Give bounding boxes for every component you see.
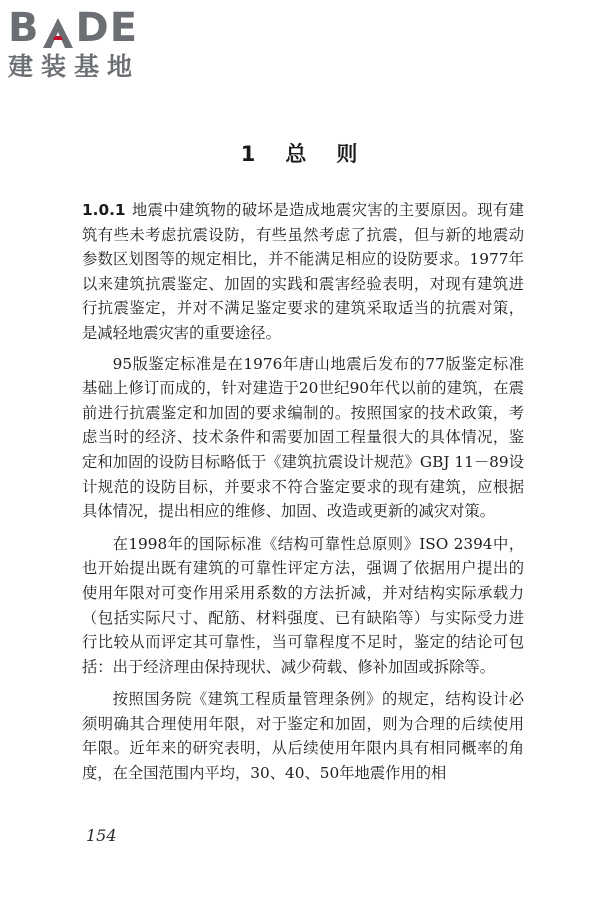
logo-subtitle: 建装基地	[8, 52, 141, 81]
body-text	[82, 198, 524, 792]
clause-number: 1.0.1	[82, 201, 126, 219]
paragraph: 在1998年的国际标准《结构可靠性总原则》ISO 2394中，也开始提出既有建筑的可靠性评定方法，强调了依据用户提出的使用年限对可变作用采用系数的方法折减，并对结构实际承载力（包括实际尺寸、配筋、材料强度、已有缺陷等）与实际受力进行比较从而评定其可靠性，当可靠程度不足时，鉴定的结论可包括：出于经济理由保持现状、减少荷载、修补加固或拆除等。	[82, 534, 524, 676]
page-number: 154	[86, 826, 117, 845]
chapter-number: 1	[240, 142, 258, 166]
logo-a-mark-icon	[41, 11, 75, 45]
chapter-title-part2: 则	[336, 142, 360, 166]
logo-letters-de: DE	[75, 5, 139, 51]
chapter-title-part1: 总	[285, 142, 309, 166]
paragraph-text: 地震中建筑物的破坏是造成地震灾害的主要原因。现有建筑有些未考虑抗震设防，有些虽然考虑了抗震，但与新的地震动参数区划图等的规定相比，并不能满足相应的设防要求。1977年以来建筑抗震鉴定、加固的实践和震害经验表明，对现有建筑进行抗震鉴定，并对不满足鉴定要求的建筑采取适当的抗震对策，是减轻地震灾害的重要途径。	[82, 201, 524, 342]
logo-wordmark	[8, 2, 178, 54]
site-logo	[8, 2, 178, 82]
paragraph-clause-1-0-1	[82, 198, 524, 346]
logo-letter-b: B	[8, 5, 40, 51]
paragraph: 按照国务院《建筑工程质量管理条例》的规定，结构设计必须明确其合理使用年限，对于鉴定和加固，则为合理的后续使用年限。近年来的研究表明，从后续使用年限内具有相同概率的角度，在全国范围内平均，30、40、50年地震作用的相	[82, 690, 524, 783]
paragraph: 95版鉴定标准是在1976年唐山地震后发布的77版鉴定标准基础上修订而成的，针对建造于20世纪90年代以前的建筑，在震前进行抗震鉴定和加固的要求编制的。按照国家的技术政策，考虑当时的经济、技术条件和需要加固工程量很大的具体情况，鉴定和加固的设防目标略低于《建筑抗震设计规范》GBJ 11－89设计规范的设防目标，并要求不符合鉴定要求的现有建筑，应根据具体情况，提出相应的维修、加固、改造或更新的减灾对策。	[82, 354, 524, 521]
chapter-title	[0, 138, 600, 168]
